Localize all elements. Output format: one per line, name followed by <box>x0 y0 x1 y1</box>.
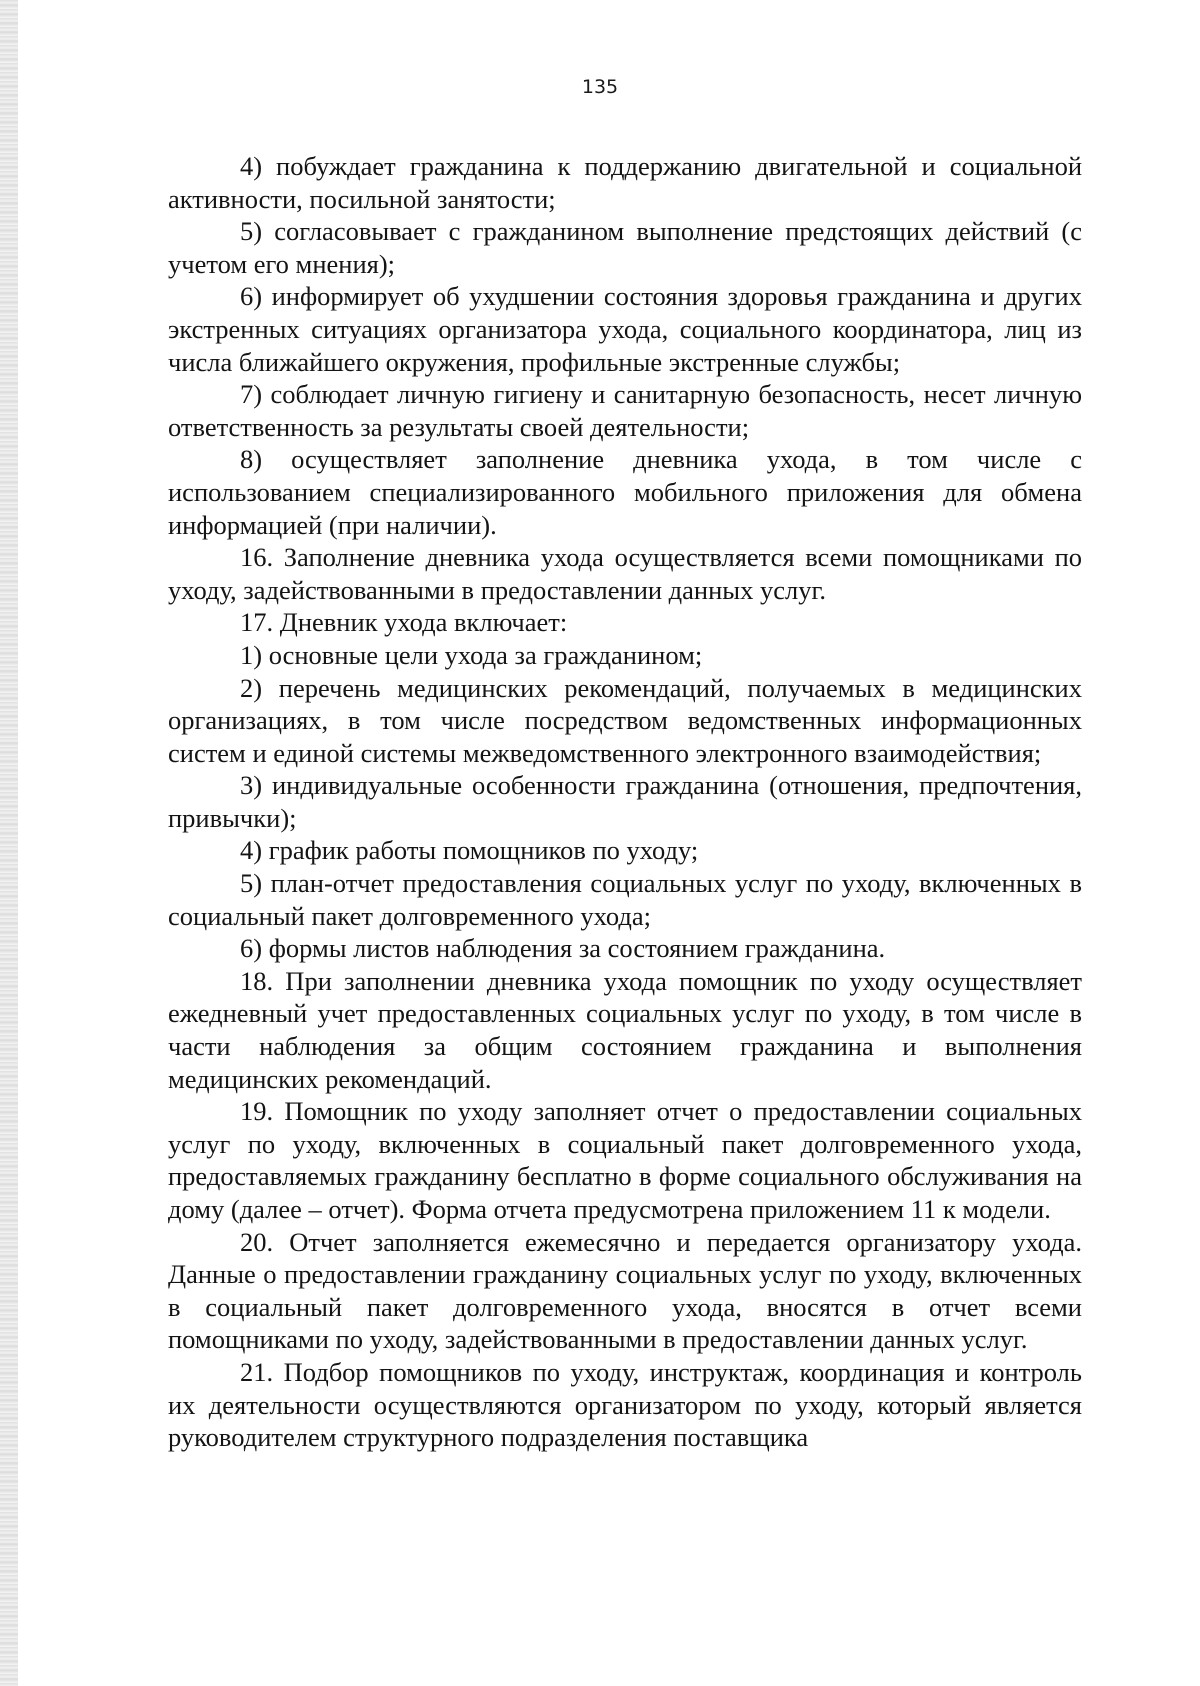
list-item-7-hygiene-safety: 7) соблюдает личную гигиену и санитарную безопасность, несет личную ответственность за результаты своей деятельности; <box>168 379 1082 442</box>
clause-19: 19. Помощник по уходу заполняет отчет о предоставлении социальных услуг по уходу, включенных в социальный пакет долговременного ухода, предоставляемых гражданину бесплатно в форме социального обслуживания на дому (далее – отчет). Форма отчета предусмотрена приложением 11 к модели. <box>168 1096 1082 1224</box>
clause-17-heading: 17. Дневник ухода включает: <box>240 607 568 638</box>
diary-item-5-plan-report: 5) план-отчет предоставления социальных услуг по уходу, включенных в социальный пакет долговременного ухода; <box>168 868 1082 931</box>
document-body <box>168 150 1082 1454</box>
diary-item-1-goals: 1) основные цели ухода за гражданином; <box>240 639 703 670</box>
diary-item-2-medical-recommendations: 2) перечень медицинских рекомендаций, получаемых в медицинских организациях, в том числе посредством ведомственных информационных систем и единой системы межведомственного электронного взаимодействия; <box>168 672 1082 768</box>
clause-20: 20. Отчет заполняется ежемесячно и передается организатору ухода. Данные о предоставлении гражданину социальных услуг по уходу, включенных в социальный пакет долговременного ухода, вносятся в отчет всеми помощниками по уходу, задействованными в предоставлении данных услуг. <box>168 1226 1082 1355</box>
diary-item-3-individual-features: 3) индивидуальные особенности гражданина (отношения, предпочтения, привычки); <box>168 770 1082 833</box>
diary-item-6-observation-forms: 6) формы листов наблюдения за состоянием гражданина. <box>240 933 886 964</box>
page-number: 135 <box>581 76 619 98</box>
clause-16: 16. Заполнение дневника ухода осуществляется всеми помощниками по уходу, задействованными в предоставлении данных услуг. <box>168 542 1082 605</box>
clause-21: 21. Подбор помощников по уходу, инструктаж, координация и контроль их деятельности осуществляются организатором по уходу, который является руководителем структурного подразделения поставщика <box>168 1356 1082 1453</box>
clause-18: 18. При заполнении дневника ухода помощник по уходу осуществляет ежедневный учет предоставленных социальных услуг по уходу, в том числе в части наблюдения за общим состоянием гражданина и выполнения медицинских рекомендаций. <box>168 965 1082 1094</box>
list-item-5-coordinates-actions: 5) согласовывает с гражданином выполнение предстоящих действий (с учетом его мнения); <box>168 216 1082 279</box>
diary-item-4-work-schedule: 4) график работы помощников по уходу; <box>240 835 699 866</box>
scan-edge-artifact <box>0 0 18 1686</box>
list-item-4-motivates-activity: 4) побуждает гражданина к поддержанию двигательной и социальной активности, посильной занятости; <box>168 151 1082 214</box>
list-item-8-care-diary: 8) осуществляет заполнение дневника ухода, в том числе с использованием специализированного мобильного приложения для обмена информацией (при наличии). <box>168 444 1082 540</box>
list-item-6-informs-health-deterioration: 6) информирует об ухудшении состояния здоровья гражданина и других экстренных ситуациях организатора ухода, социального координатора, лиц из числа ближайшего окружения, профильные экстренные службы; <box>168 281 1082 377</box>
